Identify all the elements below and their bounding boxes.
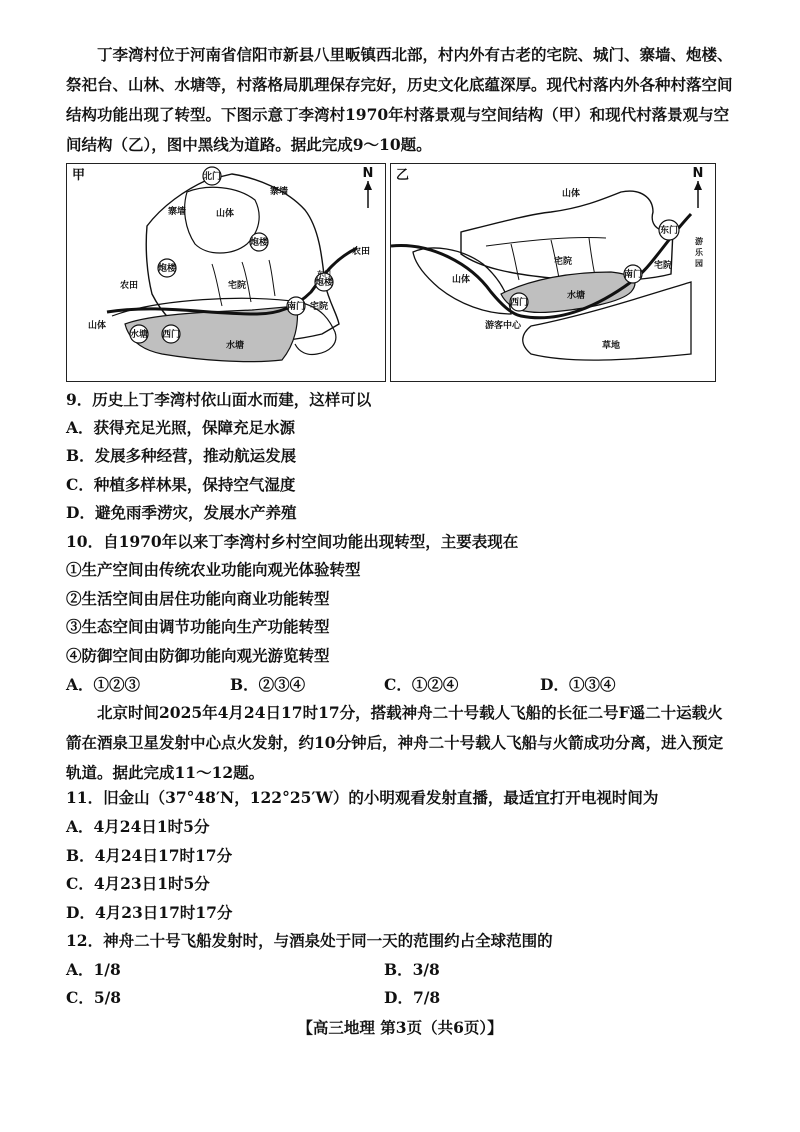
label-shanti-2: 山体 [451, 275, 471, 285]
mountain-inner [185, 187, 260, 253]
q10-item-3: ③生态空间由调节功能向生产功能转型 [66, 617, 330, 636]
north-label: N [692, 166, 704, 181]
map-yi-svg [391, 164, 715, 381]
q11-option-b: B．4月24日17时17分 [66, 846, 233, 865]
label-nongtian-2: 农田 [119, 281, 139, 291]
q10-item-4: ④防御空间由防御功能向观光游览转型 [66, 646, 330, 665]
pond-area [125, 306, 297, 362]
label-nanmen: 南门 [286, 302, 306, 312]
map-yi-tag: 乙 [396, 168, 410, 183]
label-zhaiyuan-1: 宅院 [227, 281, 247, 291]
q12-option-d: D．7/8 [384, 988, 441, 1007]
label-ximen: 西门 [509, 298, 529, 308]
map-jia [66, 163, 386, 382]
q9-option-d: D．避免雨季涝灾，发展水产养殖 [66, 503, 297, 522]
q9-option-a: A．获得充足光照，保障充足水源 [66, 418, 296, 437]
q10-item-1: ①生产空间由传统农业功能向观光体验转型 [66, 560, 361, 579]
label-zhaiqiang-1: 寨墙 [269, 187, 289, 197]
q10-option-c: C．①②④ [384, 675, 459, 694]
q10-option-d: D．①③④ [540, 675, 616, 694]
label-shuitang-1: 水塘 [129, 330, 149, 340]
north-arrow [693, 166, 704, 208]
q11-option-c: C．4月23日1时5分 [66, 874, 210, 893]
map-jia-svg [67, 164, 385, 381]
map-yi [390, 163, 716, 382]
q12-option-b: B．3/8 [384, 960, 440, 979]
label-zhaiyuan-1: 宅院 [553, 257, 573, 267]
q10-stem: 10．自1970年以来丁李湾村乡村空间功能出现转型，主要表现在 [66, 532, 519, 551]
label-nanmen: 南门 [623, 270, 643, 280]
q10-option-b: B．②③④ [230, 675, 306, 694]
q9-option-c: C．种植多样林果，保持空气湿度 [66, 475, 296, 494]
north-label: N [362, 166, 374, 181]
mountain-yi [461, 191, 673, 281]
intro-passage-2: 北京时间2025年4月24日17时17分，搭载神舟二十号载人飞船的长征二号F遥二十运载火箭在酒泉卫星发射中心点火发射，约10分钟后，神舟二十号载人飞船与火箭成功分离，进入预定轨道。据此完成11～12题。 [66, 703, 724, 782]
q12-option-c: C．5/8 [66, 988, 122, 1007]
label-paolou-2: 炮楼 [157, 264, 177, 274]
q9-option-b: B．发展多种经营，推动航运发展 [66, 446, 297, 465]
page-footer: 【高三地理 第3页（共6页）】 [297, 1018, 503, 1037]
label-zhaiyuan-2: 宅院 [309, 302, 329, 312]
q11-option-a: A．4月24日1时5分 [66, 817, 210, 836]
label-shanti-2: 山体 [87, 321, 107, 331]
label-shanti-1: 山体 [215, 209, 235, 219]
label-paolou-3: 炮楼 [314, 278, 334, 288]
label-dongmen: 东门 [317, 270, 331, 278]
q10-item-2: ②生活空间由居住功能向商业功能转型 [66, 589, 330, 608]
q9-stem: 9．历史上丁李湾村依山面水而建，这样可以 [66, 390, 372, 409]
label-zhaiqiang-2: 寨墙 [167, 207, 187, 217]
label-ximen: 西门 [161, 330, 181, 340]
label-youke: 游客中心 [484, 321, 522, 331]
q11-option-d: D．4月23日17时17分 [66, 903, 233, 922]
north-arrow [363, 166, 374, 208]
q12-stem: 12．神舟二十号飞船发射时，与酒泉处于同一天的范围约占全球范围的 [66, 931, 553, 950]
label-caodi: 草地 [601, 341, 621, 351]
label-youleyuan: 游乐园 [695, 237, 703, 268]
label-beimen: 北门 [202, 172, 222, 182]
label-shuitang: 水塘 [566, 291, 586, 301]
intro-passage-1: 丁李湾村位于河南省信阳市新县八里畈镇西北部，村内外有古老的宅院、城门、寨墙、炮楼、祭祀台、山林、水塘等，村落格局肌理保存完好，历史文化底蕴深厚。现代村落内外各种村落空间结构功能出现了转型。下图示意丁李湾村1970年村落景观与空间结构（甲）和现代村落景观与空间结构（乙），图中黑线为道路。据此完成9～10题。 [66, 45, 733, 154]
q11-stem: 11．旧金山（37°48′N，122°25′W）的小明观看发射直播，最适宜打开电视时间为 [66, 788, 659, 807]
q12-option-a: A．1/8 [66, 960, 121, 979]
q10-option-a: A．①②③ [66, 675, 141, 694]
label-zhaiyuan-2: 宅院 [653, 261, 673, 271]
label-shanti-1: 山体 [561, 189, 581, 199]
label-dongmen: 东门 [659, 226, 679, 236]
label-shuitang-2: 水塘 [225, 341, 245, 351]
label-paolou-1: 炮楼 [249, 238, 269, 248]
label-nongtian-1: 农田 [351, 247, 371, 257]
map-jia-tag: 甲 [72, 168, 86, 183]
